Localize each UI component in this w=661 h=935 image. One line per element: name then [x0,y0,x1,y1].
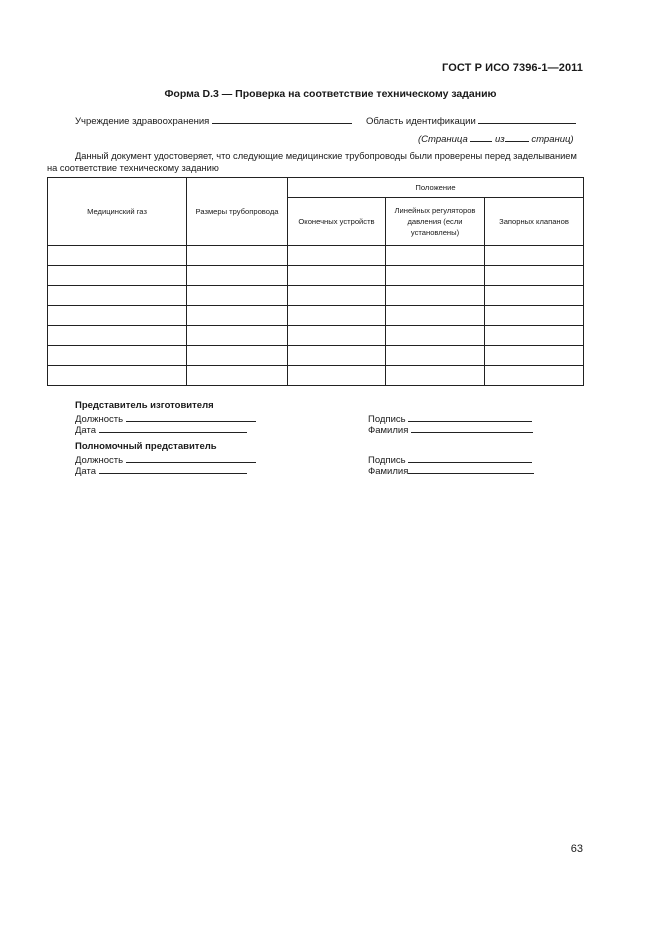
area-label: Область идентификации [366,116,476,127]
header-terminal-units: Оконечных устройств [288,198,386,246]
table-cell[interactable] [288,326,386,346]
table-cell[interactable] [386,306,485,326]
table-row [48,266,584,286]
table-cell[interactable] [485,366,584,386]
table-cell[interactable] [288,266,386,286]
pipeline-table [47,177,584,386]
signature-label: Подпись [368,414,406,425]
manufacturer-surname-field[interactable] [411,423,533,433]
table-row [48,286,584,306]
institution-label: Учреждение здравоохранения [75,116,210,127]
manufacturer-date-line [75,423,247,436]
page-close-text: страниц) [531,134,574,145]
authorized-surname-line [368,464,534,477]
authorized-heading: Полномочный представитель [75,441,217,452]
table-cell[interactable] [485,326,584,346]
table-cell[interactable] [187,246,288,266]
table-cell[interactable] [386,366,485,386]
table-cell[interactable] [386,266,485,286]
table-cell[interactable] [386,246,485,266]
page-current-field[interactable] [470,132,492,142]
standard-number: ГОСТ Р ИСО 7396-1—2011 [442,62,583,74]
header-pipe-size: Размеры трубопровода [187,178,288,246]
signature-label: Подпись [368,455,406,466]
authorized-position-field[interactable] [126,453,256,463]
table-cell[interactable] [187,366,288,386]
table-cell[interactable] [288,346,386,366]
table-row [48,246,584,266]
surname-label: Фамилия [368,466,409,477]
area-line [366,114,576,127]
table-cell[interactable] [48,326,187,346]
manufacturer-position-field[interactable] [126,412,256,422]
table-cell[interactable] [187,346,288,366]
page-number: 63 [570,843,583,855]
manufacturer-heading: Представитель изготовителя [75,400,214,411]
table-row [48,326,584,346]
table-cell[interactable] [48,266,187,286]
table-cell[interactable] [187,306,288,326]
table-row [48,366,584,386]
table-cell[interactable] [485,306,584,326]
table-cell[interactable] [386,346,485,366]
table-body [48,246,584,386]
table-cell[interactable] [48,246,187,266]
authorized-date-line [75,464,247,477]
page-of-text: из [495,134,505,145]
date-label: Дата [75,425,97,436]
table-cell[interactable] [288,246,386,266]
table-cell[interactable] [288,306,386,326]
table-cell[interactable] [48,366,187,386]
manufacturer-signature-field[interactable] [408,412,532,422]
page-open-text: (Страница [418,134,468,145]
table-row [48,306,584,326]
table-cell[interactable] [485,346,584,366]
table-header-row [48,178,584,198]
table-cell[interactable] [485,286,584,306]
header-position: Положение [288,178,584,198]
table-cell[interactable] [187,266,288,286]
header-shutoff-valves: Запорных клапанов [485,198,584,246]
table-cell[interactable] [48,346,187,366]
page-counter [418,132,574,145]
table-cell[interactable] [187,326,288,346]
header-line-regulators: Линейных регуляторов давления (если установлены) [386,198,485,246]
table-cell[interactable] [485,266,584,286]
table-cell[interactable] [48,306,187,326]
authorized-date-field[interactable] [99,464,247,474]
institution-line [75,114,352,127]
header-medical-gas: Медицинский газ [48,178,187,246]
statement-paragraph: Данный документ удостоверяет, что следующие медицинские трубопроводы были проверены перед заделыванием на соответствие техническому заданию [47,151,577,173]
authorized-signature-field[interactable] [408,453,532,463]
table-cell[interactable] [288,366,386,386]
position-label: Должность [75,414,124,425]
table-row [48,346,584,366]
table-cell[interactable] [485,246,584,266]
date-label: Дата [75,466,97,477]
form-title: Форма D.3 — Проверка на соответствие техническому заданию [164,88,497,100]
table-cell[interactable] [187,286,288,306]
table-cell[interactable] [48,286,187,306]
table-cell[interactable] [288,286,386,306]
manufacturer-date-field[interactable] [99,423,247,433]
table-cell[interactable] [386,286,485,306]
area-field[interactable] [478,114,576,124]
position-label: Должность [75,455,124,466]
page-total-field[interactable] [505,132,529,142]
table-cell[interactable] [386,326,485,346]
authorized-surname-field[interactable] [408,464,534,474]
institution-field[interactable] [212,114,352,124]
surname-label: Фамилия [368,425,409,436]
manufacturer-surname-line [368,423,533,436]
